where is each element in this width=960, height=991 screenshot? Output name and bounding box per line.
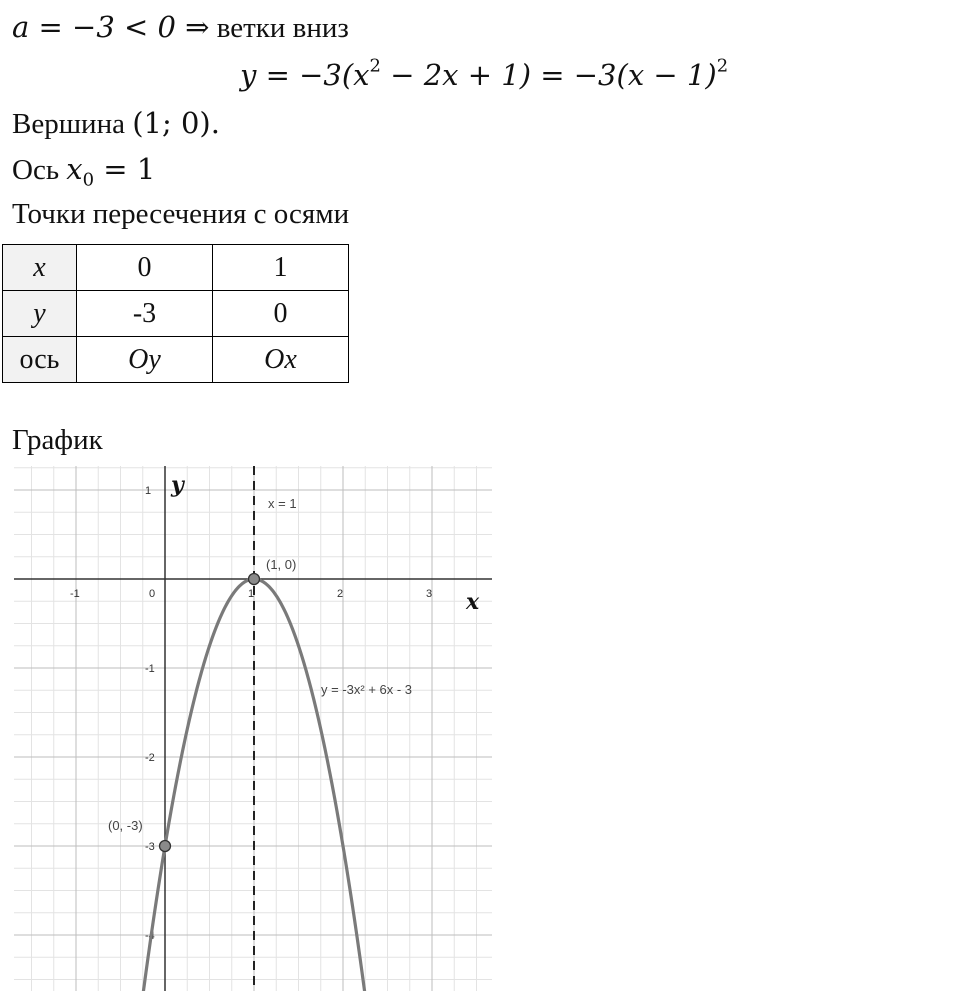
y-tick-label: -3 [145, 841, 155, 853]
table-cell: Oy [77, 337, 213, 383]
y-tick-label: -1 [145, 663, 155, 675]
point-marker [249, 574, 260, 585]
axis-value: = 1 [94, 152, 156, 186]
condition-math: a = −3 < 0 ⇒ [12, 10, 210, 44]
graph-title [12, 424, 103, 457]
point-label: (0, -3) [108, 818, 143, 833]
y-tick-label: -4 [145, 930, 155, 942]
x-axis-label: x [466, 589, 480, 615]
axis-variable: x [66, 152, 83, 186]
axis-line [12, 152, 156, 191]
table-row [3, 337, 349, 383]
table-head-cell: x [3, 245, 77, 291]
symmetry-label: x = 1 [268, 496, 297, 511]
table-cell: 0 [77, 245, 213, 291]
y-tick-label: -2 [145, 752, 155, 764]
formula-line [240, 55, 729, 93]
intersections-title-text: Точки пересечения с осями [12, 198, 350, 230]
intersections-title [12, 198, 349, 231]
x-tick-label: 2 [337, 588, 344, 600]
y-axis-label: y [171, 472, 184, 498]
table-head-cell: ось [3, 337, 77, 383]
x-tick-label: 0 [149, 588, 156, 600]
table-cell: Ox [213, 337, 349, 383]
formula-part2: − 2x + 1) = −3(x − 1) [380, 58, 717, 92]
table-row [3, 245, 349, 291]
x-tick-label: 1 [248, 588, 255, 600]
y-tick-label: 1 [145, 485, 152, 497]
vertex-label: Вершина [12, 108, 125, 140]
table-cell: 0 [213, 291, 349, 337]
graph-title-text: График [12, 424, 103, 456]
condition-text: ветки вниз [216, 12, 349, 44]
x-tick-label: -1 [70, 588, 80, 600]
point-label: (1, 0) [266, 557, 297, 572]
exponent-1: 2 [369, 55, 381, 77]
formula-part1: y = −3(x [240, 58, 370, 92]
axis-subscript: 0 [82, 169, 95, 191]
condition-line [12, 10, 349, 45]
axis-label: Ось [12, 154, 60, 186]
function-label: y = -3x² + 6x - 3 [321, 682, 413, 697]
table-row [3, 291, 349, 337]
vertex-line [12, 106, 220, 141]
intersection-table [2, 244, 349, 383]
x-tick-label: 3 [426, 588, 433, 600]
parabola-graph [0, 462, 500, 991]
vertex-value: (1; 0). [132, 106, 220, 140]
table-head-cell: y [3, 291, 77, 337]
table-cell: 1 [213, 245, 349, 291]
exponent-2: 2 [716, 55, 729, 77]
table-cell: -3 [77, 291, 213, 337]
point-marker [160, 841, 171, 852]
